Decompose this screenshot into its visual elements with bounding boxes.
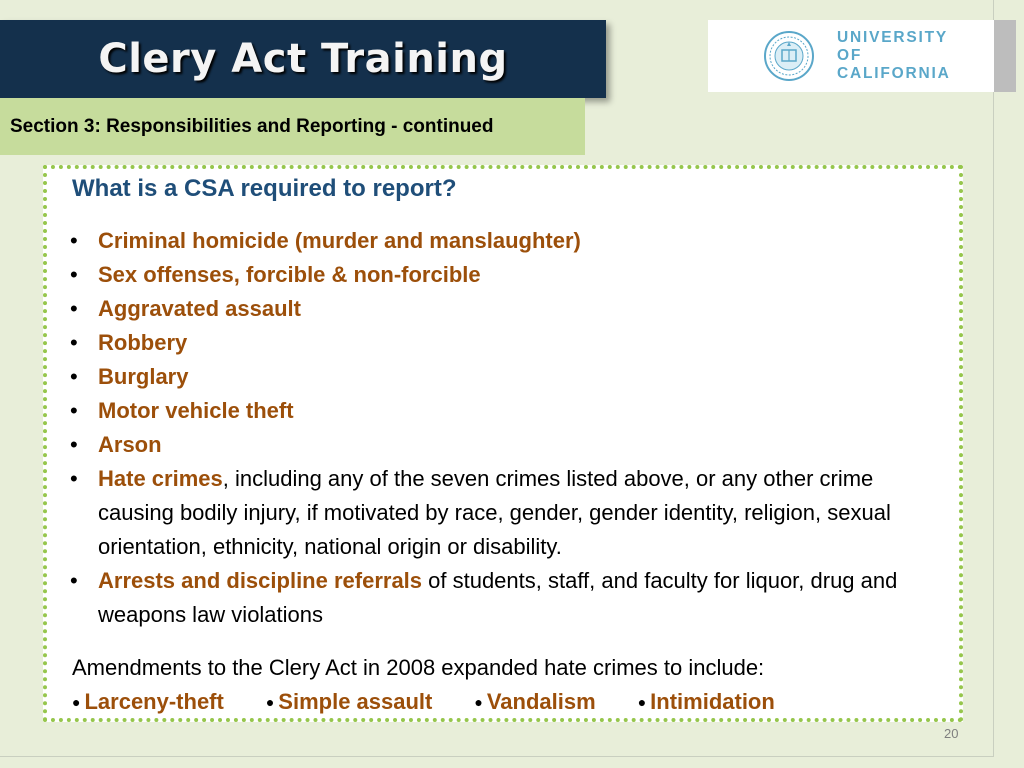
- amended-crime-label: Simple assault: [278, 689, 433, 714]
- crime-name: Robbery: [98, 330, 188, 355]
- list-item: [70, 394, 945, 428]
- list-item: [70, 462, 945, 564]
- amendments-text: Amendments to the Clery Act in 2008 expanded hate crimes to include:: [72, 655, 765, 680]
- crime-name: Arrests and discipline referrals: [98, 568, 423, 593]
- list-item: [70, 564, 945, 632]
- list-item: [70, 258, 945, 292]
- amended-crime-item: [72, 689, 224, 715]
- amended-crime-item: [638, 689, 775, 715]
- university-logo: [708, 20, 994, 92]
- crime-name: Sex offenses, forcible & non-forcible: [98, 262, 481, 287]
- content-box: [43, 165, 963, 722]
- bullet-icon: ●: [637, 694, 647, 710]
- section-bar: [0, 98, 585, 155]
- slide-title: Clery Act Training: [98, 36, 508, 82]
- amended-crime-label: Intimidation: [650, 689, 775, 714]
- crime-name: Aggravated assault: [98, 296, 301, 321]
- section-heading: Section 3: Responsibilities and Reporting - continued: [10, 115, 494, 137]
- crime-list: [70, 224, 945, 632]
- list-item: [70, 224, 945, 258]
- crime-name: Motor vehicle theft: [98, 398, 294, 423]
- list-item: [70, 428, 945, 462]
- question-heading: What is a CSA required to report?: [72, 175, 457, 202]
- logo-line: OF: [837, 47, 863, 64]
- logo-shadow-block: [994, 20, 1016, 92]
- bullet-icon: •: [70, 296, 78, 321]
- logo-line: CALIFORNIA: [837, 65, 951, 82]
- bullet-icon: •: [70, 432, 78, 457]
- crime-name: Burglary: [98, 364, 189, 389]
- title-banner: [0, 20, 606, 98]
- crime-description: , including any of the seven crimes listed above, or any other crime causing bodily injury, if motivated by race, gender, gender identity, religion, sexual orientation, ethnicity, national origin or disability.: [98, 466, 891, 559]
- logo-line: UNIVERSITY: [837, 29, 949, 46]
- crime-name: Hate crimes: [98, 466, 223, 491]
- amended-crime-label: Larceny-theft: [84, 689, 224, 714]
- bullet-icon: •: [70, 262, 78, 287]
- bullet-icon: •: [70, 466, 78, 491]
- bullet-icon: ●: [265, 694, 275, 710]
- amended-crime-label: Vandalism: [486, 689, 596, 714]
- bullet-icon: •: [70, 330, 78, 355]
- crime-description: of students, staff, and faculty for liquor, drug and weapons law violations: [98, 568, 898, 627]
- list-item: [70, 326, 945, 360]
- crime-name: Arson: [98, 432, 162, 457]
- bullet-icon: •: [70, 568, 78, 593]
- amended-crime-item: [474, 689, 595, 715]
- bullet-icon: ●: [474, 694, 483, 710]
- page-number: 20: [944, 726, 959, 741]
- amended-crimes-row: [72, 689, 775, 715]
- uc-seal-icon: [763, 30, 815, 82]
- bullet-icon: •: [70, 398, 78, 423]
- bullet-icon: •: [70, 364, 78, 389]
- bullet-icon: ●: [72, 694, 81, 710]
- list-item: [70, 292, 945, 326]
- crime-name: Criminal homicide (murder and manslaughter): [98, 228, 581, 253]
- amended-crime-item: [266, 689, 433, 715]
- bullet-icon: •: [70, 228, 78, 253]
- list-item: [70, 360, 945, 394]
- logo-wordmark: [837, 29, 951, 83]
